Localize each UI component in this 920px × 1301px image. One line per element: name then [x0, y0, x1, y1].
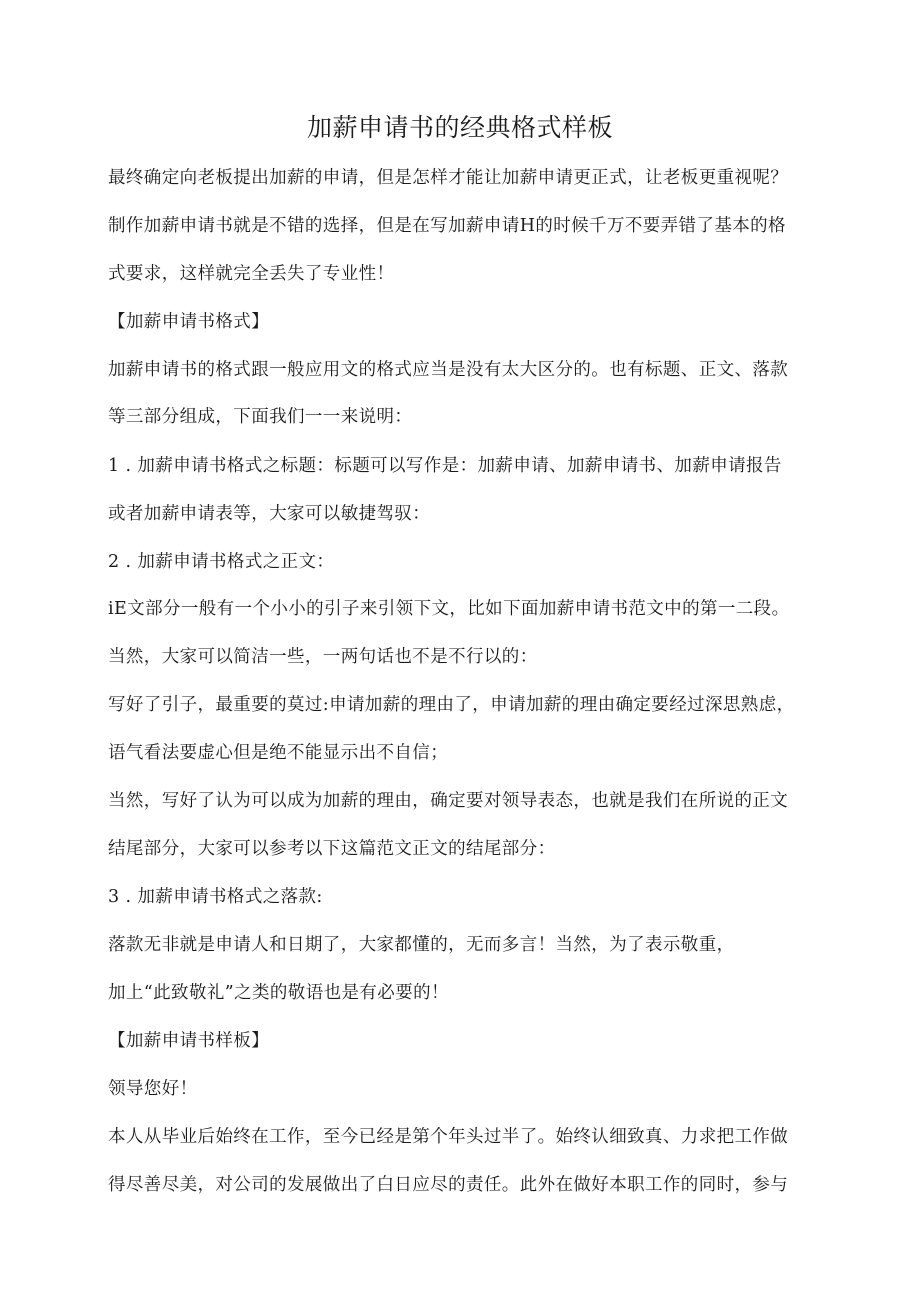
paragraph-line: 等三部分组成，下面我们一一来说明： [108, 407, 413, 427]
paragraph-line: 当然，大家可以简洁一些，一两句话也不是不行以的： [108, 647, 538, 667]
paragraph-line: 最终确定向老板提出加薪的申请，但是怎样才能让加薪申请更正式，让老板更重视呢？ [108, 168, 789, 188]
section-heading: 【加薪申请书样板】 [108, 1031, 270, 1051]
paragraph-line: 结尾部分，大家可以参考以下这篇范文正文的结尾部分： [108, 839, 556, 859]
paragraph-line: 加上“此致敬礼”之类的敬语也是有必要的！ [108, 983, 449, 1003]
paragraph-line: 式要求，这样就完全丢失了专业性！ [108, 264, 395, 284]
paragraph-line: iE文部分一般有一个小小的引子来引领下文，比如下面加薪申请书范文中的第一二段。 [108, 599, 790, 619]
paragraph-line: 语气看法要虚心但是绝不能显示出不自信； [108, 743, 449, 763]
section-heading: 【加薪申请书格式】 [108, 312, 270, 332]
paragraph-line: 或者加薪申请表等，大家可以敏捷驾驭： [108, 504, 431, 524]
paragraph-line: 得尽善尽美，对公司的发展做出了白日应尽的责任。此外在做好本职工作的同时，参与 [108, 1175, 789, 1195]
paragraph-line: 写好了引子，最重要的莫过:申请加薪的理由了，申请加薪的理由确定要经过深思熟虑， [108, 695, 795, 715]
list-item: 1 . 加薪申请书格式之标题：标题可以写作是：加薪申请、加薪申请书、加薪申请报告 [108, 456, 782, 476]
document-title: 加薪申请书的经典格式样板 [306, 113, 613, 142]
list-item: 2 . 加薪申请书格式之正文： [108, 552, 335, 572]
paragraph-line: 领导您好！ [108, 1079, 198, 1099]
paragraph-line: 落款无非就是申请人和日期了，大家都懂的，无而多言！当然，为了表示敬重， [108, 935, 735, 955]
paragraph-line: 当然，写好了认为可以成为加薪的理由，确定要对领导表态，也就是我们在所说的正文 [108, 791, 789, 811]
list-item: 3 . 加薪申请书格式之落款: [108, 887, 323, 907]
paragraph-line: 制作加薪申请书就是不错的选择，但是在写加薪申请H的时候千万不要弄错了基本的格 [108, 216, 786, 236]
paragraph-line: 本人从毕业后始终在工作，至今已经是第个年头过半了。始终认细致真、力求把工作做 [108, 1127, 789, 1147]
paragraph-line: 加薪申请书的格式跟一般应用文的格式应当是没有太大区分的。也有标题、正文、落款 [108, 360, 789, 380]
